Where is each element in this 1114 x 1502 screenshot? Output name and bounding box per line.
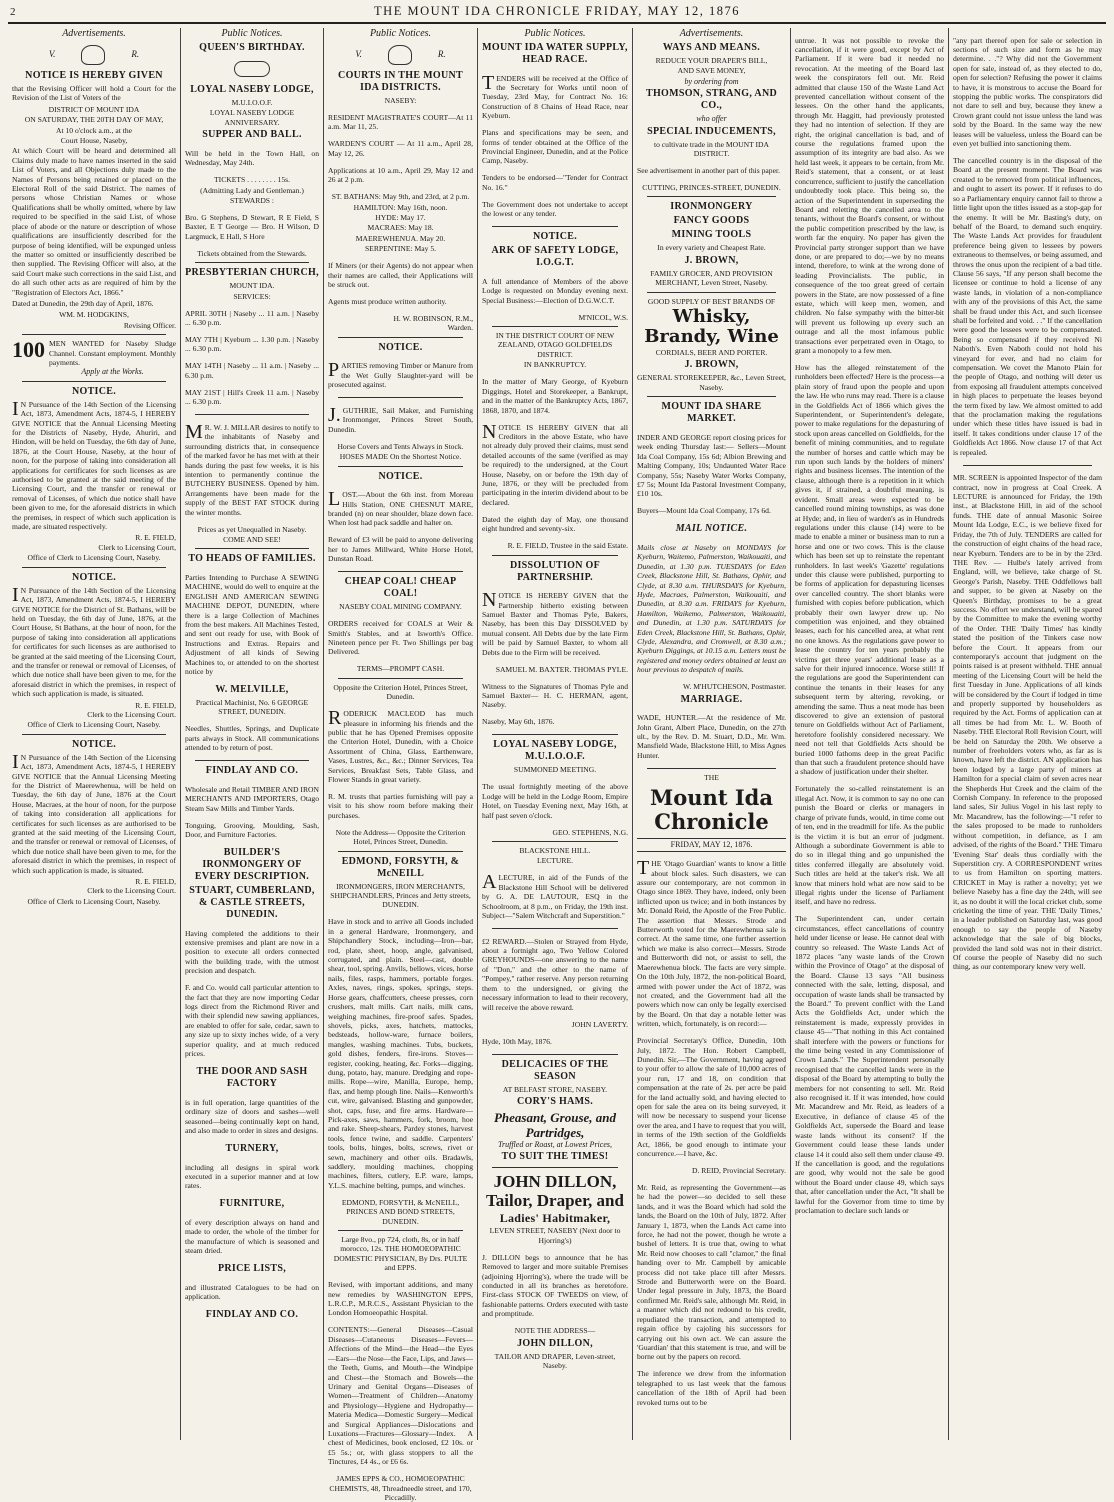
editorial-text: Fortunately the so-called reinstatement is an illegal Act. Now, it is common to say no one can punish the Board or clerks or managers in charge of private funds, would, in time come out of ten, end in the treadmill for life. As the public is the victim it is but an error of judgment. Although a subordinate Government is able to do so in illegal thing and go unpunished the titles conferred illegally are absolutely void. Such titles are held at the taker's risk. We all know that miners hold what are now said to be illegal rights under the license of Parliament itself, and have no redress. bbox=[795, 784, 944, 907]
ad-note: Note the Address— Opposite the Criterion Hotel, Princes Street, Dunedin. bbox=[335, 827, 466, 847]
notice-office: Office of Clerk to Licensing Court, Naseby. bbox=[27, 896, 161, 906]
licensing-notice bbox=[12, 583, 176, 730]
divider bbox=[492, 928, 618, 929]
ad-body: If Miners (or their Agents) do not appear when their names are called, their Applications will be struck out. bbox=[328, 261, 473, 290]
ad-title: Large 8vo., pp 724, cloth, 8s, or in half morocco, 12s. THE HOMOEOPATHIC DOMESTIC PHYSICIAN, By Drs. PULTE and EPPS. bbox=[333, 1235, 468, 1273]
ad-body: RODERICK MACLEOD has much pleasure in informing his friends and the public that he has Opened Premises opposite the Criterion Hotel, Dunedin, with a Choice Assortment of China, Glass, Earthenware, Vases, Lustres, &c., &c.; Dinner Services, Tea Services, Breakfast Sets, Table Glass, and Flower Stands in great variety. bbox=[328, 707, 473, 784]
notice-time: At 10 o'clock a.m., at the bbox=[55, 125, 133, 135]
ad-apply: Apply at the Works. bbox=[81, 367, 144, 377]
ad-body: Hyde, 10th May, 1876. bbox=[482, 1036, 552, 1046]
divider bbox=[492, 1167, 618, 1168]
ad-subtitle: GENERAL STOREKEEPER, &c., Leven Street, Naseby. bbox=[637, 373, 786, 392]
divider bbox=[22, 334, 166, 335]
column-7 bbox=[949, 28, 1106, 1440]
ad-subtitle: M.U.I.O.O.F. bbox=[231, 98, 273, 107]
ad-subtitle: who offer bbox=[696, 114, 727, 124]
divider bbox=[492, 1054, 618, 1055]
ad-note: CUTTING, PRINCES-STREET, DUNEDIN. bbox=[642, 183, 781, 193]
ad-body: Wholesale and Retail TIMBER AND IRON MERCHANTS AND IMPORTERS, Otago Steam Saw Mills and Timber Yards. bbox=[185, 784, 319, 813]
ad-body: TENDERS will be received at the Office of the Secretary for Works until noon of Tuesday, 23rd May, for Contract No. 16: Construction of 8 Chains of Head Race, near Kyeburn. bbox=[482, 71, 628, 121]
crest-icon bbox=[81, 45, 105, 65]
ad-body: and illustrated Catalogues to be had on application. bbox=[185, 1282, 319, 1302]
ad-title: Tailor, Draper, and bbox=[486, 1191, 624, 1211]
ad-note: HOSES MADE On the Shortest Notice. bbox=[339, 452, 462, 462]
notice-place: Court House, Naseby, bbox=[60, 136, 128, 146]
ad-subtitle: REDUCE YOUR DRAPER'S BILL, bbox=[655, 56, 768, 65]
court-row: RESIDENT MAGISTRATE'S COURT—At 11 a.m. Mar 11, 25. bbox=[328, 113, 473, 132]
ad-note: EDMOND, FORSYTH, & McNEILL, PRINCES AND BOND STREETS, DUNEDIN. bbox=[341, 1197, 460, 1226]
ad-title: LOYAL NASEBY LODGE, bbox=[190, 84, 314, 95]
divider bbox=[492, 841, 618, 842]
ad-body: Plans and specifications may be seen, and forms of tender obtained at the Office of the Provincial Engineer, Dunedin, and at the Police Camp, Naseby. bbox=[482, 128, 628, 166]
section-heading: Advertisements. bbox=[62, 28, 126, 39]
court-place: HAMILTON: May 16th, noon. bbox=[353, 202, 448, 212]
ad-body: R. M. trusts that parties furnishing will pay a visit to his show room before making their purchases. bbox=[328, 792, 473, 820]
notice-signature: R. E. FIELD, bbox=[135, 700, 176, 710]
ad-body: Have in stock and to arrive all Goods included in a general Hardware, Ironmongery, and Shipchandlery Stock, including—Iron—bar, rod, plate, sheet, hoop, angle, galvanised, corrugated, and plain. Steel—cast, double shear, tool, spring. Anvils, bellows, vices, horse nails, files, rasps, hammers, portable forges. Axles, naves, rings, spokes, springs, steps. Horse gears, chaffcutters, cheese presses, corn crushers, malt mills. Cart nails, milk cans, weighing machines, fire-proof safes. Spades, shovels, picks, axes, hatchets, mattocks, bedsteads, hollow-ware, furnace boilers, mangles, washing machines. Tubs, buckets, gold dishes, fenders, fire-irons. Stoves—register, cooking, heating, &c. Forks—digging, dung, potato, hay, manure. Dredging and rope-mills. Rope—wire, Manilla, Europe, hemp, flax, and hemp plough line. Nails—Kenworth's cut, wire, galvanised. Blasting and gunpowder, shot, caps, fuse, and fire arms. Hardware—Pick-axes, saws, hammers, fork, broom, hoe and rake. Sheep-shears, Pardey stones, harvest tools, fence twine, and saddle. Carpenters' tools, bolts, hinges, bolts, screws, rivet or sewn, machinery and other oils. Bradawls, saddlery, moulding machines, chopping machines, filters, cutlery, E.P. ware, lamps, Y.L.S. machine belting, pumps, and winches. bbox=[328, 917, 473, 1190]
licensing-notice bbox=[12, 750, 176, 907]
ad-title: TURNERY, bbox=[225, 1142, 279, 1154]
notice-body: IN Pursuance of the 14th Section of the Licensing Act, 1873, Amendment Acts, 1874-5, I HEREBY GIVE NOTICE that the Annual Licensing Meeting for the Districts of Naseby, Hyde, Ahuriri, and Hindon, will be held on Tuesday, the 6th day of June, 1876, at the Court House, Naseby, at the hour of noon, for the purpose of taking into consideration all applications for certificates for such licenses as are authorised to be granted at the said meeting of the Licensing Court, and the transfer or renewal or removal of Licenses, of which due notice shall have been given to me, for the aforesaid districts in which the premises, in respect of which such application is made, are situated respectively. bbox=[12, 397, 176, 532]
divider bbox=[647, 196, 776, 197]
handshake-icon bbox=[234, 61, 270, 77]
ad-subtitle: LOYAL NASEBY LODGE ANNIVERSARY. bbox=[209, 108, 295, 127]
stewards-title: STEWARDS : bbox=[229, 196, 275, 206]
divider bbox=[963, 465, 1092, 466]
ad-tickets-note: (Admitting Lady and Gentleman.) bbox=[200, 185, 304, 195]
ad-title: CORY'S HAMS. bbox=[516, 1095, 594, 1107]
ad-title: JOHN DILLON, bbox=[517, 1337, 593, 1349]
masthead: THE MOUNT IDA CHRONICLE FRIDAY, MAY 12, 1876 bbox=[374, 4, 740, 18]
column-6 bbox=[791, 28, 948, 1440]
ad-body: £2 REWARD.—Stolen or Strayed from Hyde, about a fortnight ago, Two Yellow Colored GREYHOUNDS—one answering to the name of "Don," and the other to the name of "Pompey," rather reserve. Any person returning them to the undersigned, or giving the necessary information to lead to their recovery, will receive the above reward. bbox=[482, 936, 628, 1012]
ad-body: Witness to the Signatures of Thomas Pyle and Samuel Baxter— H. C. HERMAN, agent, Naseby. bbox=[482, 681, 628, 710]
editorial-text: untrue. It was not possible to revoke the cancellation, if it were good, except by Act of Parliament. If it were bad it needed no revocation. At the meeting of the Board last week the conspirators fell out. Mr. Reid admitted that clause 150 of the Waste Land Act prevented cancellation without consent of the lessees. On the other hand the applicants, through Mr. Haggitt, had previously protested they had no intention of selection. If they are right, the original cancellation is bad, and of course the regulations framed upon the assumption of its integrity are bad also. As we held last week, it appears to be certain, from Mr. Reid's statement, that a consent, or at least concurrence, sufficient to justify the cancellation undoubtedly took place. This being so, the action of the Superintendent in superseding the Board and reletting the cancelled area to the tenants, without the Board's consent, or without the public competition prescribed by the law, is worth far the enquiry. No paper has given the Provincial party stronger support than we have done, or are prepared to do;—we by no means intend, therefore, to wink at the wrong done of leading Provincialists. The public, in consequence of the too great greed of certain powers in the State, are now possessed of a fine estate, which will keep men, women, and children. No false sympathy with the bitter-bit will prevent us following up every such an outrage and all the most infamous public transactions ever perpetrated even in Otago, to grant a monopoly to a few men. bbox=[795, 35, 944, 355]
notice-heading: NOTICE. bbox=[71, 385, 117, 397]
ad-title: QUEEN'S BIRTHDAY. bbox=[199, 42, 305, 53]
divider bbox=[22, 381, 166, 382]
notice-heading: NOTICE. bbox=[532, 231, 578, 243]
notice-signature: W. M'HUTCHESON, Postmaster. bbox=[683, 682, 786, 692]
editorial-text: THE 'Otago Guardian' wants to know a little about block sales. Such disasters, we can assure our contemporary, are not common in Otago since 1869. They have, indeed, only been inflicted upon us twice; and in both instances by Mr. Donald Reid, the Apostle of the Free Public. The assertion that Messrs. Strode and Butterworth voted for the Maerewhenua sale is correct. At the same time, one further assertion which we make is also correct—Messrs. Strode and Butterworth did not, or assist to sell, the Maerewhenua block. The facts are very simple. On the 10th July, 1872, the non-political Board, armed with power under the Act of 1872, was not created, and the Government had all the powers which now can only be legally exercised by the Board. On that day a notable letter was written, which, fortunately, is on record:— bbox=[637, 857, 786, 1029]
nameplate: Mount Ida Chronicle bbox=[650, 785, 773, 835]
ad-subtitle: SUMMONED MEETING. bbox=[513, 765, 597, 775]
ad-title: ARK OF SAFETY LODGE, I.O.G.T. bbox=[491, 245, 619, 269]
ad-title: W. MELVILLE, bbox=[215, 684, 289, 695]
notice-date: ON SATURDAY, THE 20TH DAY OF MAY, bbox=[24, 115, 164, 125]
divider bbox=[647, 396, 776, 397]
ad-title: BLACKSTONE HILL. bbox=[519, 846, 591, 856]
divider bbox=[195, 414, 309, 415]
ad-body: MR. W. J. MILLAR desires to notify to the inhabitants of Naseby and surrounding districts that, in consequence of the marked favor he has met with at their hands during the past few weeks, it is his intention to permanently continue the BUTCHERY BUSINESS. Opened by him. Arrangements have been made for the supply of the BEST FAT STOCK during the winter months. bbox=[185, 420, 319, 517]
notice-signature: GEO. STEPHENS, N.G. bbox=[552, 827, 628, 837]
men-wanted-ad bbox=[12, 339, 176, 377]
ad-note: TERMS—PROMPT CASH. bbox=[356, 664, 445, 674]
ad-subtitle: LECTURE. bbox=[536, 856, 574, 866]
ad-body: Agents must produce written authority. bbox=[328, 297, 447, 307]
ad-body: NOTICE IS HEREBY GIVEN that the Partnership hitherto existing between Samuel Baxter and Thomas Pyle, Bakers, Naseby, has been this Day DISSOLVED by mutual consent. All Debts due by the late Firm will be paid by Samuel Baxter, to whom all Debts due to the Firm will be received. bbox=[482, 589, 628, 657]
ad-body: Will be held in the Town Hall, on Wednesday, May 24th. bbox=[185, 148, 319, 168]
editorial-text: "any part thereof open for sale or selection in sections of such size and form as he may determine. . ."? Why did not the Government open for sale, instead of, as they elected to do, open for selection? Refusing the power it claims to have, it is monstrous to accuse the Board for stopping the public works. The conspirators did not dare to sell and buy, because they knew a Crown grant could not issue unless the land was sold by the Board. In the same way the new leases will be valueless, unless the Board can be even yet bullied into sanctioning them. bbox=[953, 35, 1102, 149]
divider bbox=[647, 768, 776, 769]
notice-body: At which Court will be heard and determined all Claims duly made to have names inserted in the said List of Voters, and all Objections duly made to the Names of Persons being retained or placed on the Electoral Roll of the said District. The names of persons whose Christian Names or whose Qualifications shall be wholly omitted, where by law required to be specified in the said List, of whose place of abode or the nature or description of whose qualifications are insufficiently described for the purpose of being identified, will be expunged unless the matter so omitted or insufficiently described be then supplied. The Revising Officer will also, at the said Court make such corrections in the said List, and do all such other acts as are required of him by the "Registration of Electors Act, 1866." bbox=[12, 146, 176, 297]
divider bbox=[647, 292, 776, 293]
ad-body: Needles, Shuttles, Springs, and Duplicate parts always in Stock. All communications attended to by return of post. bbox=[185, 724, 319, 753]
divider bbox=[492, 734, 618, 735]
ad-title: FINDLAY AND CO. bbox=[205, 765, 299, 777]
ad-title: DISSOLUTION OF PARTNERSHIP. bbox=[509, 559, 601, 583]
notice-signature: Warden. bbox=[447, 323, 473, 333]
ad-body: NOTICE IS HEREBY GIVEN that all Creditors in the above Estate, who have not already duly proved their claims, must send detailed accounts of the same (verified as may be required) to the undersigned, at the Court House, Naseby, on or before the 19th day of June, 1876, or they will be precluded from participating in the interim dividend about to be declared. bbox=[482, 420, 628, 507]
notice-signature: JOHN LAVERTY. bbox=[571, 1019, 628, 1029]
page-header bbox=[0, 0, 1114, 26]
crest-letter: V. bbox=[48, 49, 56, 60]
ad-body: The Government does not undertake to accept the lowest or any tender. bbox=[482, 199, 628, 219]
services-title: SERVICES: bbox=[233, 291, 271, 301]
notice-title: NOTICE IS HEREBY GIVEN bbox=[25, 70, 163, 81]
ad-body: See advertisement in another part of this paper. bbox=[637, 166, 780, 176]
notice-dated: Dated at Dunedin, the 29th day of April, 1876. bbox=[12, 298, 154, 308]
divider bbox=[338, 851, 463, 852]
ad-title: COURTS IN THE MOUNT IDA DISTRICTS. bbox=[338, 70, 463, 93]
ad-title: Ladies' Habitmaker, bbox=[499, 1211, 611, 1226]
notice-body: that the Revising Officer will hold a Court for the Revision of the List of Voters of the bbox=[12, 84, 176, 103]
news-briefs: MR. SCREEN is appointed Inspector of the dam contract, now in progress at Coal Creek. A LECTURE is announced for Friday, the 19th inst., at Blackstone Hill, in aid of the school funds. THE date of annual Masonic Soiree Mount Ida Lodge, E.C., is we believe fixed for Friday, the 7th of July. TENDERS are called for the construction of eight chains of the head race, near Kyeburn. Tenders are to be in by the 23rd. THE Rev. — Hulbe's lately arrived from England, will, we believe, take charge of St. George's Parish, Naseby. THE Oddfellows ball and supper, to be given at Naseby on the Queen's Birthday, promises to be a great success. No effort we understand, will be spared by the Committee to make the evening worthy of the Order. THE 'Daily Times' has kindly stated the position of the Tinkers case now before the Court. It appears from our contemporary's account that judgment on the points raised is at present withheld. THE annual meeting of the Licensing Court will be held the first Tuesday in June. Applications of all kinds will be considered by the Court if lodged in time and properly supported by householders as required by the Act. Forms of application can at all times be had from Mr. L. W. Booth of Naseby. THE Electoral Roll Revision Court, will be held on Saturday the 20th. We observe a number of freeholders voters who, as far as is known, have left the district. AN application has been lodged by a large party of miners at Hamilton for a special claim of seven acres near the Shepherds Hut Creek and the claim of the Cornish Company. In reference to the proposed land sales, Sir Julius Vogel in his last reply to Mr. Macandrew, has the following:—"I refer to the sales proposed to be made to runholders without competition, in defiance, as I am advised, of the rights of the Board." THE Timaru 'Evening Star' deals thus cordially with the Superstition cry. A CORRESPONDENT writes to us from Hamilton on sporting matters. CRICKET in May is rather a novelty; yet we believe Naseby has a fine day the 24th, will see it, as no doubt it will the local cricket club, some cricketing the time of year. THE 'Daily Times,' in a leader published on Saturday last, was good enough to say the people of Naseby acknowledge that the sale of big blocks, provided the land sold was not in their district. Of course the people of Naseby did no such thing, as our contemporary knew very well. bbox=[953, 473, 1102, 972]
court-place: MAEREWHENUA. May 20. bbox=[355, 233, 446, 243]
ad-note: Prices as yet Unequalled in Naseby. bbox=[197, 524, 307, 534]
service-row: MAY 21ST | Hill's Creek 11 a.m. | Naseby ... 6.30 p.m. bbox=[185, 387, 319, 407]
divider bbox=[195, 548, 309, 549]
ad-title: MAIL NOTICE. bbox=[675, 523, 748, 535]
service-row: MAY 14TH | Naseby ... 11 a.m. | Naseby ... 6.30 p.m. bbox=[185, 361, 319, 380]
ad-title: LOYAL NASEBY LODGE, M.U.I.O.O.F. bbox=[493, 739, 617, 763]
notice-signature: SAMUEL M. BAXTER. THOMAS PYLE. bbox=[495, 664, 628, 674]
ad-title: MOUNT IDA WATER SUPPLY, HEAD RACE. bbox=[482, 42, 628, 65]
ad-title: EDMOND, FORSYTH, & McNEILL bbox=[341, 855, 460, 879]
divider bbox=[22, 734, 166, 735]
ad-subtitle: MOUNT IDA. bbox=[229, 281, 275, 291]
notice-signature: R. E. FIELD, bbox=[135, 877, 176, 887]
ad-title: JOHN DILLON, bbox=[493, 1172, 617, 1192]
ad-body: of every description always on hand and made to order, the whole of the timber for the manufacture of which is seasoned and steam dried. bbox=[185, 1217, 319, 1256]
ad-subtitle: AND SAVE MONEY, bbox=[677, 66, 746, 76]
ad-title: PRESBYTERIAN CHURCH, bbox=[185, 267, 319, 279]
ad-subtitle: CORDIALS, BEER AND PORTER. bbox=[655, 348, 768, 358]
divider bbox=[492, 326, 618, 327]
ad-body: J. DILLON begs to announce that he has Removed to larger and more suitable Premises (adjoining Hjorring's), where the trade will be conducted in all its branches as heretofore. First-class STOCK OF TWEEDS on view, of fashionable patterns. Orders executed with taste and promptitude. bbox=[482, 1252, 628, 1319]
editorial-quote: Provincial Secretary's Office, Dunedin, 10th July, 1872. The Hon. Robert Campbell, Dunedin. Sir,—The Government, having agreed to your offer to allow the sale of 10,000 acres of your run, 17 and 18, on condition that compensation at the rate of 2s. per acre be paid for the land actually sold, and having elected to open for sale the area on its being surveyed, it will now be necessary to suspend your license over the area, and I have to request that you will, in terms of the 19th section of the Goldfields Act, 1866, be good enough to intimate your concurrence.—I have, &c. bbox=[637, 1036, 786, 1158]
ad-title: DELICACIES OF THE SEASON bbox=[501, 1058, 609, 1082]
divider bbox=[492, 555, 618, 556]
notice-heading: NOTICE. bbox=[71, 571, 117, 583]
ad-body: LOST.—About the 6th inst. from Moreau Hills Station, ONE CHESNUT MARE, branded (n) on near shoulder, blaze down face. When lost had pack saddle and halter on. bbox=[328, 488, 473, 528]
section-heading: Public Notices. bbox=[524, 28, 586, 39]
notice-signature: H. W. ROBINSON, R.M., bbox=[393, 314, 473, 324]
service-row: APRIL 30TH | Naseby ... 11 a.m. | Naseby ... 6.30 p.m. bbox=[185, 308, 319, 328]
ad-title: FANCY GOODS bbox=[673, 215, 750, 227]
notice-heading: NOTICE. bbox=[71, 738, 117, 750]
notice-signature: Clerk to the Licensing Court. bbox=[87, 709, 176, 719]
ad-title: IRONMONGERY bbox=[670, 201, 753, 213]
ad-note: Tickets obtained from the Stewards. bbox=[197, 248, 307, 258]
ad-subtitle: TAILOR AND DRAPER, Leven-street, Naseby. bbox=[494, 1351, 616, 1370]
ad-note: JAMES EPPS & CO., HOMOEOPATHIC CHEMISTS, 48, Threadneedle street, and 170, Piccadilly. bbox=[329, 1474, 472, 1502]
ad-note: NOTE THE ADDRESS— bbox=[514, 1326, 596, 1336]
ad-number: 100 bbox=[12, 337, 45, 363]
notice-signature: Clerk to Licensing Court, bbox=[98, 542, 176, 552]
ad-subtitle: Truffled or Roast, at Lowest Prices, bbox=[497, 1139, 612, 1149]
service-row: MAY 7TH | Kyeburn ... 1.30 p.m. | Naseby ... 6.30 p.m. bbox=[185, 335, 319, 354]
ad-title: THE DOOR AND SASH FACTORY bbox=[196, 1066, 308, 1090]
ad-body: Tenders to be endorsed—"Tender for Contract No. 16." bbox=[482, 173, 628, 192]
notice-heading: NOTICE. bbox=[378, 470, 423, 482]
divider bbox=[22, 567, 166, 568]
ad-body: including all designs in spiral work executed in a superior manner and at low rates. bbox=[185, 1162, 319, 1191]
ad-body: Tonguing, Grooving, Moulding, Sash, Door, and Furniture Factories. bbox=[185, 820, 319, 840]
ad-body: In the matter of Mary George, of Kyeburn Diggings, Hotel and Storekeeper, a Bankrupt, and in the matter of the Bankruptcy Acts, 1867, 1868, 1870, and 1874. bbox=[482, 377, 628, 415]
ad-body: Reward of £3 will be paid to anyone delivering her to James Millward, White Horse Hotel, Dunstan Road. bbox=[328, 535, 473, 564]
handshake-icon bbox=[185, 56, 319, 82]
ad-subtitle: to cultivate trade in the MOUNT IDA DISTRICT. bbox=[653, 139, 769, 159]
section-heading: Public Notices. bbox=[369, 28, 432, 39]
ad-body: F. and Co. would call particular attention to the fact that they are now importing Cedar logs direct from the Richmond River and with their splendid new sawing appliances, are enabled to offer for sale, cedar, sawn to any size up to sixty inches wide, of a very superior quality, and at much reduced prices. bbox=[185, 983, 319, 1059]
ad-body: Naseby, May 6th, 1876. bbox=[482, 717, 555, 727]
ad-body: WADE, HUNTER.—At the residence of Mr. John Grant, Albert Place, Dunedin, on the 27th ult., by the Rev. D. M. Stuart, D.D., Mr. Wm. Mansfield Wade, Blackstone Hill, to Miss Agnes Hunter. bbox=[637, 713, 786, 760]
ad-title: BUILDER'S IRONMONGERY OF EVERY DESCRIPTION. bbox=[194, 847, 310, 883]
crest-letter: V. bbox=[355, 49, 362, 60]
ad-title: WAYS AND MEANS. bbox=[662, 42, 761, 53]
editorial-text: Mr. Reid, as representing the Government—as he had the power—so decided to sell these lands, and it was the Board which had sold the lands, the Board on the 10th of July, 1872. After January 1, 1873, when the Lands Act came into force, he had not the power, though he wrote a bushel of letters. It is true that, owing to what Mr. Reid now chooses to call "clamor," the final handing over to Mr. Campbell by amicable process did not take place till after Messrs. Strode and Butterworth were on the Board. Under legal pressure in July, 1873, the Board confirmed Mr. Reid's sale, although Mr. Reid, in a manner which did not redound to his credit, repudiated the transaction, and attempted to regain office by cajoling his successors for carrying out his own act. We can assure the 'Guardian' that this statement is true, and will be borne out by the papers on record. bbox=[637, 1183, 786, 1362]
divider bbox=[338, 1230, 463, 1231]
ad-title: Whisky, Brandy, Wine bbox=[644, 306, 779, 348]
ad-title: TO SUIT THE TIMES! bbox=[501, 1151, 609, 1163]
notice-heading: NOTICE. bbox=[378, 341, 423, 353]
page-number: 2 bbox=[10, 6, 16, 18]
ad-subtitle: LEVEN STREET, NASEBY (Next door to Hjorring's) bbox=[489, 1226, 621, 1245]
revision-notice bbox=[12, 70, 176, 330]
crest-icon bbox=[388, 45, 412, 65]
ad-subtitle: GOOD SUPPLY OF BEST BRANDS OF bbox=[647, 296, 776, 306]
ad-body: INDER AND GEORGE report closing prices for week ending Thursday last:— Sellers—Mount Ida Coal Company, 15s 6d; Albion Brewing and Malting Company, 10s; Undaunted Water Race Company, 55s; Naseby Water Works Company, £7 5s; Mount Ida Pastoral Investment Company, £10 10s. bbox=[637, 432, 786, 499]
divider bbox=[338, 678, 463, 679]
ad-subtitle: IRONMONGERS, IRON MERCHANTS, SHIPCHANDLERS, Princes and Jetty streets, DUNEDIN. bbox=[330, 881, 471, 910]
ad-title: IN THE DISTRICT COURT OF NEW ZEALAND, OTAGO GOLDFIELDS DISTRICT. bbox=[495, 331, 615, 359]
ad-subtitle: FAMILY GROCER, AND PROVISION MERCHANT, Leven Street, Naseby. bbox=[650, 268, 773, 288]
crest-letter: R. bbox=[131, 49, 140, 60]
notice-signature: D. REID, Provincial Secretary. bbox=[692, 1166, 786, 1175]
ad-title: Pheasant, Grouse, and Partridges, bbox=[493, 1109, 617, 1140]
ad-subtitle: Practical Machinist, No. 6 GEORGE STREET, DUNEDIN. bbox=[195, 698, 309, 717]
ad-subtitle: NASEBY COAL MINING COMPANY. bbox=[339, 602, 462, 612]
court-place: NASEBY: bbox=[384, 96, 417, 105]
ad-body: A full attendance of Members of the above Lodge is requested on Monday evening next. Special Business:—Election of D.G.W.C.T. bbox=[482, 276, 628, 305]
ad-title: MINING TOOLS bbox=[671, 229, 752, 241]
court-place: SERPENTINE: May 5. bbox=[364, 244, 437, 254]
ad-body: Revised, with important additions, and many new remedies by WASHINGTON EPPS, L.R.C.P., M.R.C.S., Assistant Physician to the London Homoeopathic Hospital. bbox=[328, 1280, 473, 1318]
editorial-text: The inference we drew from the information telegraphed to us last week that the famous cancellation of the 18th of April had been revoked turns out to be bbox=[637, 1369, 786, 1407]
ad-title: J. BROWN, bbox=[684, 359, 739, 371]
notice-office: Office of Clerk to Licensing Court, Naseby. bbox=[27, 720, 161, 730]
royal-crest bbox=[328, 42, 473, 68]
ad-title: SUPPER AND BALL. bbox=[202, 129, 302, 141]
column-1 bbox=[8, 28, 180, 1440]
ad-subtitle: Opposite the Criterion Hotel, Princes Street, Dunedin. bbox=[333, 682, 468, 702]
column-3 bbox=[324, 28, 477, 1502]
divider bbox=[338, 337, 463, 338]
ad-subtitle: by ordering from bbox=[684, 76, 739, 86]
notice-body: IN Pursuance of the 14th Section of the Licensing Act, 1873, Amendment Acts, 1874-5, I HEREBY GIVE NOTICE for the District of St. Bathans, will be held on Tuesday, the 6th day of June, 1876, at the Court House, St Bathans, at the hour of noon, for the purpose of taking into consideration all applications for certificates for such licenses as are authorised to be granted at the said meeting of the Licensing Court, and the transfer or renewal or removal of Licenses, of which due notice shall have been given to me, for the aforesaid district in which the premises, in respect of which such application is made, is situated. bbox=[12, 583, 176, 699]
ad-title: MOUNT IDA SHARE MARKET. bbox=[661, 401, 762, 425]
divider bbox=[195, 262, 309, 263]
notice-signature: Revising Officer. bbox=[123, 320, 176, 330]
header-rule bbox=[8, 22, 1106, 24]
notice-body: IN Pursuance of the 14th Section of the Licensing Act, 1873, Amendment Acts, 1874-5, I HEREBY GIVE NOTICE that the Annual Licensing Meeting for the District of Maerewhenua, will be held on Tuesday, the 6th day of June, 1876 at the Court House, Macraes, at the hour of noon, for the purpose of taking into consideration all applications for certificates for such licenses as are authorised to be granted at the said meeting of the Licensing Court, and the transfer or renewal or removal of Licenses, of which due notice shall have been given to me, for the aforesaid district in which the premises, in respect of which such application is made, is situated. bbox=[12, 750, 176, 875]
nameplate-prefix: THE bbox=[704, 772, 719, 782]
ad-title: J. BROWN, bbox=[684, 254, 739, 266]
notice-signature: R. E. FIELD, Trustee in the said Estate. bbox=[507, 541, 628, 551]
notice-signature: R. E. FIELD, bbox=[135, 533, 176, 543]
ad-subtitle: AT BELFAST STORE, NASEBY. bbox=[502, 1084, 608, 1094]
notice-signature: WM. M. HODGKINS, bbox=[59, 310, 129, 320]
stewards-list: Bro. G Stephens, D Stewart, R E Field, S Baxter, E T George — Bro. H Wilson, D Largmuck, E Hall, S Hore bbox=[185, 213, 319, 241]
ad-subtitle: IN BANKRUPTCY. bbox=[523, 360, 587, 370]
notice-office: Office of Clerk to Licensing Court, Naseby. bbox=[27, 553, 161, 563]
editorial-text: How has the alleged reinstatement of the runholders been effected? Here is the process—a plain story of fraud upon the people and upon the law. He who runs may read. There is a clause in the Goldfields Act of 1866 which gives the Superintendent, or Superintendent's delegate, power to make regulations for the depasturing of stock upon areas cancelled on Goldfields, for the benefit of mining communities, and to regulate the number of horses and cattle which may be run upon such lands by the holders of miners' rights and business licenses. The intention of the clause, although there is a repetition in it which gives it, if strained, a doubtful meaning, is evident. Small areas were expected to be cancelled round mining townships, as was done at Hyde; and, in lieu of warden's as in Hundreds regulations under this clause (14) were to be made to enable a miner or business man to run a horse and one or two cows. This is the clause which has been set up to reinstate the repentant runholders. In last week's 'Gazette' regulations under this clause were published, purporting to be forms of application for depasturing licenses over cancelled country. The short blanks were furnished with copies before publication, which probably their own lawyer drew up. No competition was enjoined, and they obtained leases, each for his cancelled area, at what rent no one knows. As the regulations gave power to lease the country for ten years probably the victims get three years' additional lease as a salve for their injured innocence. Worse still! If the regulations are good the Superintendent can continue the tenants in their leases for any subsequent term by altering, revoking, or amending the same. Thus a neat mode has been discovered to give an extension of pastoral tenure on Goldfields without Act of Parliament, heretofore foolishly considered necessary. We need not tell that Goldfields Acts should be buried 1000 fathoms deep in the great Pacific than that such a fraudulent pretence should have a shadow of justification under their shelter. bbox=[795, 363, 944, 777]
ad-body: is in full operation, large quantities of the ordinary size of doors and sashes—well seasoned—being continually kept on hand, and also made to order in sizes and designs. bbox=[185, 1097, 319, 1135]
editorial-text: The cancelled country is in the disposal of the Board at the present moment. The Board was created to be removed from political influences, and ought to assert its power. If it refuses to do so a Parliamentary enquiry cannot fail to throw a little light upon the titles issued as a stop-gap for the enemy. It will be Mr. Basting's duty, on behalf of the Board, to demand such enquiry. The Waste Lands Act provides for fraudulent preference being given to lessees by powers extraneous to themselves, or being assumed, and throws the onus upon the recipient of a bad title. Clause 56 says, "If any person shall become the licensee or continue to hold a license of any waste lands, in violation of a non-compliance with any of the provisions of this Act, the same shall be fraud under this Act, and such licensee shall be forfeited and void. . ." If the cancellation were good the lessees were to be compensated. Being so compensated if they received Ni Naboth's. Even Naboth could not hold his vineyard for ever, and had no claim for compensation. We covet the Manoto Plain for the people of Otago, and nothing will deter us from exposing all fraudulent attempts conceived in high places to perpetuate the leases beyond the term fixed by law. We almost omitted to add that the proclamation making the regulations under which these titles have issued is bad in itself. It takes conditions under clause 17 of the Goldfields Act 1866. Now clause 17 of that Act is repealed. bbox=[953, 156, 1103, 457]
ad-title: STUART, CUMBERLAND, & CASTLE STREETS, DUNEDIN. bbox=[189, 885, 315, 921]
ad-body: Parties Intending to Purchase A SEWING MACHINE, would do well to enquire at the ENGLISH AND AMERICAN SEWING MACHINE DEPOT, DUNEDIN, where there is a large Collection of Machines from the best makers. All Machines Tested, and sent out ready for use, with Book of Instructions and Extras. Repairs and Adjustment of all kinds of Sewing Machines to, or attended to on the shortest notice by bbox=[185, 572, 319, 676]
divider bbox=[338, 397, 463, 398]
section-heading: Advertisements. bbox=[679, 28, 744, 39]
court-place: ST. BATHANS: May 9th, and 23rd, at 2 p.m. bbox=[331, 192, 470, 202]
divider bbox=[492, 226, 618, 227]
crest-letter: R. bbox=[437, 49, 446, 60]
ad-body: Dated the eighth day of May, one thousand eight hundred and seventy-six. bbox=[482, 514, 628, 534]
column-2 bbox=[181, 28, 323, 1440]
editorial-text: The Superintendent can, under certain circumstances, effect cancellations of country held under license or lease. He cannot deal with country so released. The Waste Lands Act of 1872 places "any waste lands of the Crown within the Province of Otago" at the disposal of the Board. Clause 13 says "All business connected with the sale, letting, disposal, and occupation of waste lands shall be transacted by the Board." To prevent conflict with the Land Acts the Goldfields Act, under which the reinstatement is made, expressly provides in clause 45—"That nothing in this Act contained shall interfere with the powers or functions for the time being vested in any Commissioner of Crown Lands." The Superintendent personally recognised that the cancelled lands were in the disposal of the Board by attempting to bully the members for not consenting to sell. Mr. Reid also recognised it. If it was intended, how could Mr. Macandrew and Mr. Reid, as leaders of a Executive, in defiance of clause 45 of the Goldfields Act, supersede the Board and lease waste lands without its consent? If the Government could lease these lands under clause 14 it could also sell them under clause 49. If the cancellation is good, and the regulations are good, why would not the sale be good without the Board under clause 49, which says that, after cancellation under the Act, "It shall be lawful for the Governor from time to time by proclamation to declare such lands or bbox=[795, 914, 944, 1215]
royal-crest bbox=[12, 42, 176, 68]
ad-note: Horse Covers and Tents Always in Stock. bbox=[337, 441, 464, 451]
ad-title: FINDLAY AND CO. bbox=[205, 1309, 299, 1321]
column-5 bbox=[633, 28, 790, 1440]
ad-body: J.GUTHRIE, Sail Maker, and Furnishing Ironmonger, Princes Street South, Dunedin. bbox=[328, 403, 473, 434]
ad-title: FURNITURE, bbox=[219, 1198, 285, 1210]
ad-body: PARTIES removing Timber or Manure from the Wet Gully Slaughter-yard will be prosecuted against. bbox=[328, 359, 473, 390]
court-row: Applications at 10 a.m., April 29, May 12 and 26 at 2 p.m. bbox=[328, 165, 473, 185]
divider bbox=[195, 760, 309, 761]
divider bbox=[338, 571, 463, 572]
licensing-notice bbox=[12, 397, 176, 563]
divider bbox=[338, 466, 463, 467]
ad-body: ALECTURE, in aid of the Funds of the Blackstone Hill School will be delivered by G. A. DE LAUTOUR, ESQ in the Schoolroom, at 8 p.m., on Friday, the 19th inst. Subject—"Salem Witchcraft and Superstition." bbox=[482, 871, 628, 921]
court-place: MACRAES: May 18. bbox=[367, 223, 434, 233]
ad-body: MEN WANTED for Naseby Sludge Channel. Constant employment. Monthly payments. bbox=[49, 339, 176, 367]
ad-title: THOMSON, STRANG, AND CO., bbox=[645, 88, 777, 112]
section-heading: Public Notices. bbox=[221, 28, 283, 39]
ad-title: SPECIAL INDUCEMENTS, bbox=[647, 125, 776, 137]
ad-note: COME AND SEE! bbox=[223, 534, 281, 544]
court-place: HYDE: May 17. bbox=[375, 213, 426, 223]
ad-title: TO HEADS OF FAMILIES. bbox=[188, 553, 316, 565]
ad-body: Having completed the additions to their extensive premises and plant are now in a position to execute all orders connected with the building trade, with the utmost precision and despatch. bbox=[185, 928, 319, 976]
notice-signature: M'NICOL, W.S. bbox=[578, 312, 628, 322]
notice-district: DISTRICT OF MOUNT IDA bbox=[48, 104, 140, 114]
notice-signature: Clerk to the Licensing Court. bbox=[87, 886, 176, 896]
ad-title: CHEAP COAL! CHEAP COAL! bbox=[344, 576, 457, 600]
ad-subtitle: In every variety and Cheapest Rate. bbox=[657, 243, 766, 253]
ad-body: Buyers—Mount Ida Coal Company, 17s 6d. bbox=[637, 506, 771, 516]
ad-tickets: TICKETS . . . . . . . . 15s. bbox=[214, 175, 290, 185]
ad-title: PRICE LISTS, bbox=[217, 1263, 287, 1275]
court-row: WARDEN'S COURT — At 11 a.m., April 28, May 12, 26. bbox=[328, 139, 473, 158]
ad-title: MARRIAGE. bbox=[680, 693, 743, 705]
ad-body: Mails close at Naseby on MONDAYS for Kyeburn, Waitemo, Palmerston, Waikouaiti, and Dunedin, at 1.30 p.m. TUESDAYS for Eden Creek, Blackstone Hill, St. Bathans, Ophir, and Clyde, at 8.30 a.m. THURSDAYS for Kyeburn, Hyde, Macraes, Palmerston, Waikouaiti, and Dunedin, at 8.30 a.m. FRIDAYS for Kyeburn, Hamilton, Waikemo, Palmerston, Waikouaiti, and Dunedin, at 1.30 p.m. SATURDAYS for Eden Creek, Blackstone Hill, St. Bathans, Ophir, Clyde, Alexandra, and Cromwell, at 8.30 a.m.; Kyeburn Diggings, at 10.15 a.m. Letters must be registered and money orders obtained at least an hour previous to despatch of mails. bbox=[637, 542, 786, 675]
ad-body: The usual fortnightly meeting of the above Lodge will be held in the Lodge Room, Empire Hotel, on Tuesday Evening next, May 16th, at half past seven o'clock. bbox=[482, 782, 628, 820]
column-4 bbox=[478, 28, 632, 1440]
ad-body: CONTENTS:—General Diseases—Casual Diseases—Cutaneous Diseases—Fevers—Affections of the Mind—the Head—the Eyes—Ears—the Nose—the Face, Lips, and Jaws—the Teeth, Gums, and Mouth—the Windpipe and Chest—the Stomach and Bowels—the Urinary and Genital Organs—Diseases of Women—Treatment of Children—Anatomy and Physiology—Hygiene and Hydropathy—Materia Medica—Domestic Surgery—Medical and Surgical Appliances—Dislocations and Luxations—Fractures—Glossary—Index. A chest of Medicines, book enclosed, £2 10s. or £5 5s.; or, with glass stoppers to all the Tinctures, £4 4s., or £6 6s. bbox=[328, 1325, 473, 1467]
dateline: FRIDAY, MAY 12, 1876. bbox=[637, 838, 786, 851]
ad-body: ORDERS received for COALS at Weir & Smith's Stables, and at Isworth's Office. Nineteen pence per Ft. Two Shillings per bag Delivered. bbox=[328, 619, 473, 657]
